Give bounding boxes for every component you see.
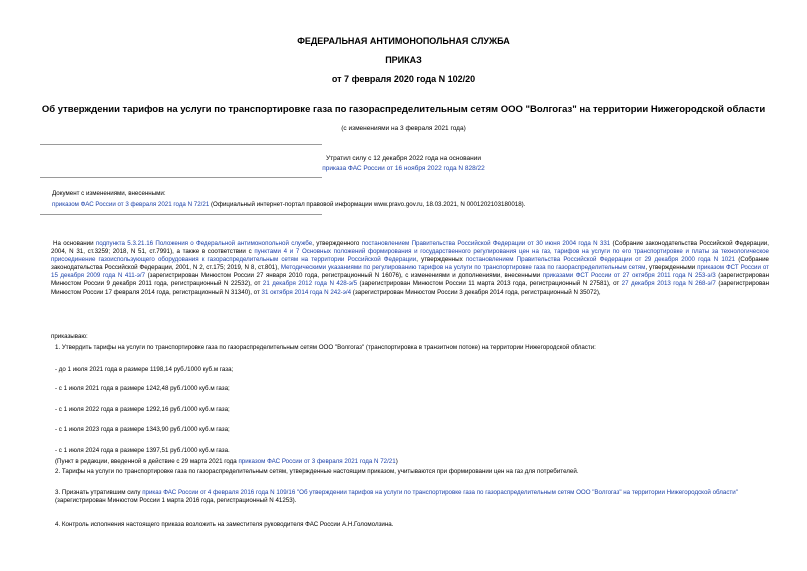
revision-note: (с изменениями на 3 февраля 2021 года): [341, 125, 466, 132]
amendment-note-link[interactable]: приказом ФАС России от 3 февраля 2021 года N 72/21: [238, 458, 396, 465]
rate-item: - с 1 июля 2023 года в размере 1343,90 руб./1000 куб.м газа;: [55, 426, 230, 433]
rate-item: - с 1 июля 2024 года в размере 1397,51 руб./1000 куб.м газа.: [55, 447, 230, 454]
preamble-paragraph: На основании подпункта 5.3.21.16 Положения о Федеральной антимонопольной службе, утвержденного постановлением Правительства Российской Федерации от 30 июня 2004 года N 331 (Собрание законодательства Российской Федерации, 2004, N 31, ст.3259; 2018, N 51, ст.7991), а также в соответствии с пунктами 4 и 7 Основных положений формирования и государственного регулирования цен на газ, тарифов на услуги по его транспортировке и платы за технологическое присоединение газоиспользующего оборудования к газораспределительным сетям на территории Российской Федерации, утвержденных постановлением Правительства Российской Федерации от 29 декабря 2000 года N 1021 (Собрание законодательства Российской Федерации, 2001, N 2, ст.175; 2019, N 8, ст.801), Методическими указаниями по регулированию тарифов на услуги по транспортировке газа по газораспределительным сетям, утвержденными приказом ФСТ России от 15 декабря 2009 года N 411-э/7 (зарегистрирован Минюстом России 27 января 2010 года, регистрационный N 16076), с изменениями и дополнениями, внесенными приказами ФСТ России от 27 октября 2011 года N 253-э/3 (зарегистрирован Минюстом России 9 декабря 2011 года, регистрационный N 22532), от 21 декабря 2012 года N 428-э/5 (зарегистрирован Минюстом России 11 марта 2013 года, регистрационный N 27581), от 27 декабря 2013 года N 268-э/7 (зарегистрирован Минюстом России 17 февраля 2014 года, регистрационный N 31340), от 31 октября 2014 года N 242-э/4 (зарегистрирован Минюстом России 3 декабря 2014 года, регистрационный N 35072),: [51, 240, 770, 296]
repealed-order-link[interactable]: приказ ФАС России от 4 февраля 2016 года N 109/16 "Об утверждении тарифов на услуги по транспортировке газа по газораспределительным сетям ООО "Волгогаз" на территории Нижегородской области": [142, 489, 738, 496]
rate-item: - с 1 июля 2022 года в размере 1292,16 руб./1000 куб.м газа;: [55, 406, 230, 413]
legal-link[interactable]: Методическими указаниями по регулированию тарифов на услуги по транспортировке газа по газораспределительным сетям: [280, 264, 646, 272]
agency-name: ФЕДЕРАЛЬНАЯ АНТИМОНОПОЛЬНАЯ СЛУЖБА: [297, 36, 510, 46]
divider: [40, 214, 322, 215]
changes-label: Документ с изменениями, внесенными:: [52, 190, 166, 197]
legal-link[interactable]: постановлением Правительства Российской Федерации от 30 июня 2004 года N 331: [361, 240, 611, 247]
legal-link[interactable]: 21 декабря 2012 года N 428-э/5: [262, 280, 358, 288]
doc-type: ПРИКАЗ: [385, 55, 422, 65]
page-title: Об утверждении тарифов на услуги по транспортировке газа по газораспределительным сетям ООО "Волгогаз" на территории Нижегородской области: [41, 104, 766, 115]
rate-item: - до 1 июля 2021 года в размере 1198,14 руб./1000 куб.м газа;: [55, 366, 234, 373]
item-4: 4. Контроль исполнения настоящего приказа возложить на заместителя руководителя ФАС России А.Н.Голомолзина.: [55, 521, 394, 528]
legal-link[interactable]: 27 декабря 2013 года N 268-э/7: [621, 280, 716, 288]
changes-line: приказом ФАС России от 3 февраля 2021 года N 72/21 (Официальный интернет-портал правовой информации www.pravo.gov.ru, 18.03.2021, N 0001202103180018).: [52, 201, 526, 208]
legal-link[interactable]: постановлением Правительства Российской Федерации от 29 декабря 2000 года N 1021: [465, 256, 736, 264]
amendment-order-link[interactable]: приказом ФАС России от 3 февраля 2021 года N 72/21: [52, 201, 210, 208]
item-1: 1. Утвердить тарифы на услуги по транспортировке газа по газораспределительным сетям ООО "Волгогаз" (транспортировка в транзитном потоке) на территории Нижегородской области:: [55, 344, 596, 351]
amendment-note: (Пункт в редакции, введенной в действие с 29 марта 2021 года приказом ФАС России от 3 февраля 2021 года N 72/21): [55, 458, 398, 465]
legal-link[interactable]: 31 октября 2014 года N 242-э/4: [261, 288, 352, 296]
divider: [40, 144, 322, 145]
order-word: приказываю:: [51, 333, 88, 340]
legal-link[interactable]: приказом ФСТ России от 15 декабря 2009 года N 411-э/7: [51, 264, 769, 280]
item-2: 2. Тарифы на услуги по транспортировке газа по газораспределительным сетям, утвержденные настоящим приказом, учитываются при формировании цен на газ для потребителей.: [55, 468, 579, 475]
status-link-wrap: [0, 165, 807, 172]
legal-link[interactable]: пунктами 4 и 7 Основных положений формирования и государственного регулирования цен на газ, тарифов на услуги по его транспортировке и платы за технологическое присоединение газоиспользующего оборудования к газораспределительным сетям на территории Российской Федерации: [51, 248, 769, 264]
legal-link[interactable]: подпункта 5.3.21.16 Положения о Федеральной антимонопольной службе: [95, 240, 313, 247]
divider: [40, 177, 322, 178]
item-3: 3. Признать утратившим силу приказ ФАС России от 4 февраля 2016 года N 109/16 "Об утверждении тарифов на услуги по транспортировке газа по газораспределительным сетям ООО "Волгогаз" на территории Нижегородской области" (зарегистрирован Минюстом России 1 марта 2016 года, регистрационный N 41253).: [55, 489, 738, 505]
legal-link[interactable]: приказами ФСТ России от 27 октября 2011 года N 253-э/3: [542, 272, 716, 280]
rate-item: - с 1 июля 2021 года в размере 1242,48 руб./1000 куб.м газа;: [55, 385, 230, 392]
repeal-order-link[interactable]: приказа ФАС России от 16 ноября 2022 года N 828/22: [322, 165, 485, 172]
doc-date-number: от 7 февраля 2020 года N 102/20: [331, 74, 476, 84]
status-line: Утратил силу с 12 декабря 2022 года на основании: [326, 155, 481, 162]
